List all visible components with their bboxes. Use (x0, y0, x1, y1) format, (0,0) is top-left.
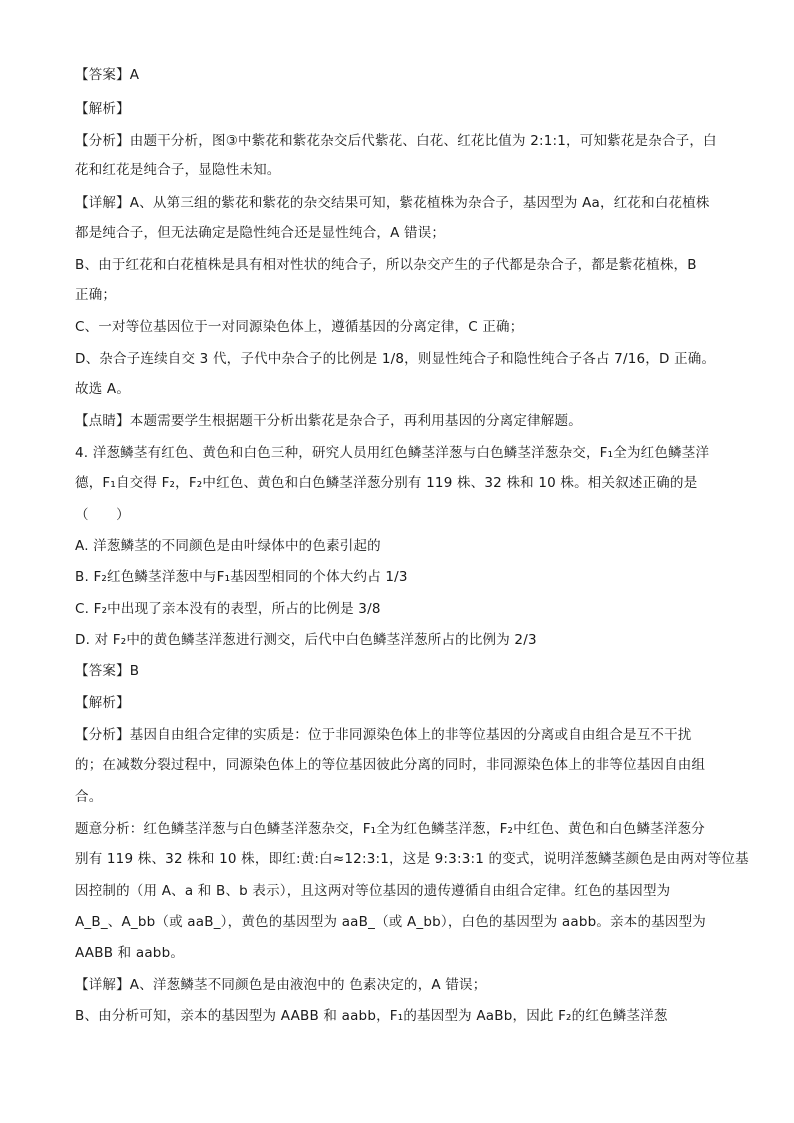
text-line: 题意分析：红色鳞茎洋葱与白色鳞茎洋葱杂交，F₁全为红色鳞茎洋葱，F₂中红色、黄色和白色鳞茎洋葱分 (75, 821, 705, 837)
text-line: 因控制的（用 A、a 和 B、b 表示），且这两对等位基因的遗传遵循自由组合定律。红色的基因型为 (75, 883, 671, 899)
text-line: 的；在减数分裂过程中，同源染色体上的等位基因彼此分离的同时，非同源染色体上的非等位基因自由组 (75, 757, 706, 773)
text-line: 合。 (75, 789, 103, 805)
highlight-line: 【点睛】本题需要学生根据题干分析出紫花是杂合子，再利用基因的分离定律解题。 (75, 413, 582, 429)
text-line: 花和红花是纯合子，显隐性未知。 (75, 162, 281, 178)
text-line: 都是纯合子，但无法确定是隐性纯合还是显性纯合，A 错误； (75, 225, 446, 241)
text-line: 故选 A。 (75, 381, 131, 397)
text-line: 别有 119 株、32 株和 10 株，即红:黄:白≈12:3:1，这是 9:3:3:1 的变式，说明洋葱鳞茎颜色是由两对等位基 (75, 851, 749, 867)
question-4-blank: （ ） (75, 507, 130, 523)
text-line: AABB 和 aabb。 (75, 945, 185, 961)
text-line: D、杂合子连续自交 3 代，子代中杂合子的比例是 1/8，则显性纯合子和隐性纯合子各占 7/16，D 正确。 (75, 351, 716, 367)
text-line: 正确； (75, 287, 117, 303)
answer-label-1: 【答案】A (75, 67, 140, 83)
option-a: A. 洋葱鳞茎的不同颜色是由叶绿体中的色素引起的 (75, 538, 381, 554)
question-4-stem: 德，F₁自交得 F₂，F₂中红色、黄色和白色鳞茎洋葱分别有 119 株、32 株和 10 株。相关叙述正确的是 (75, 475, 698, 491)
text-line: B、由分析可知，亲本的基因型为 AABB 和 aabb，F₁的基因型为 AaBb，因此 F₂的红色鳞茎洋葱 (75, 1008, 668, 1024)
text-line: B、由于红花和白花植株是具有相对性状的纯合子，所以杂交产生的子代都是杂合子，都是紫花植株，B (75, 257, 697, 273)
answer-label-2: 【答案】B (75, 663, 140, 679)
text-line: 【分析】基因自由组合定律的实质是：位于非同源染色体上的非等位基因的分离或自由组合是互不干扰 (75, 727, 692, 743)
text-line: A_B_、A_bb（或 aaB_），黄色的基因型为 aaB_（或 A_bb），白色的基因型为 aabb。亲本的基因型为 (75, 914, 707, 930)
text-line: 【详解】A、洋葱鳞茎不同颜色是由液泡中的 色素决定的，A 错误； (75, 977, 487, 993)
text-line: 【详解】A、从第三组的紫花和紫花的杂交结果可知，紫花植株为杂合子，基因型为 Aa，红花和白花植株 (75, 195, 710, 211)
option-b: B. F₂红色鳞茎洋葱中与F₁基因型相同的个体大约占 1/3 (75, 569, 408, 585)
text-line: 【分析】由题干分析，图③中紫花和紫花杂交后代紫花、白花、红花比值为 2:1:1，可知紫花是杂合子，白 (75, 133, 717, 149)
text-line: C、一对等位基因位于一对同源染色体上，遵循基因的分离定律，C 正确； (75, 319, 524, 335)
question-4-stem: 4. 洋葱鳞茎有红色、黄色和白色三种，研究人员用红色鳞茎洋葱与白色鳞茎洋葱杂交，F₁全为红色鳞茎洋 (75, 445, 710, 461)
analysis-heading-1: 【解析】 (75, 101, 130, 117)
option-d: D. 对 F₂中的黄色鳞茎洋葱进行测交，后代中白色鳞茎洋葱所占的比例为 2/3 (75, 632, 537, 648)
option-c: C. F₂中出现了亲本没有的表型，所占的比例是 3/8 (75, 601, 381, 617)
analysis-heading-2: 【解析】 (75, 695, 130, 711)
